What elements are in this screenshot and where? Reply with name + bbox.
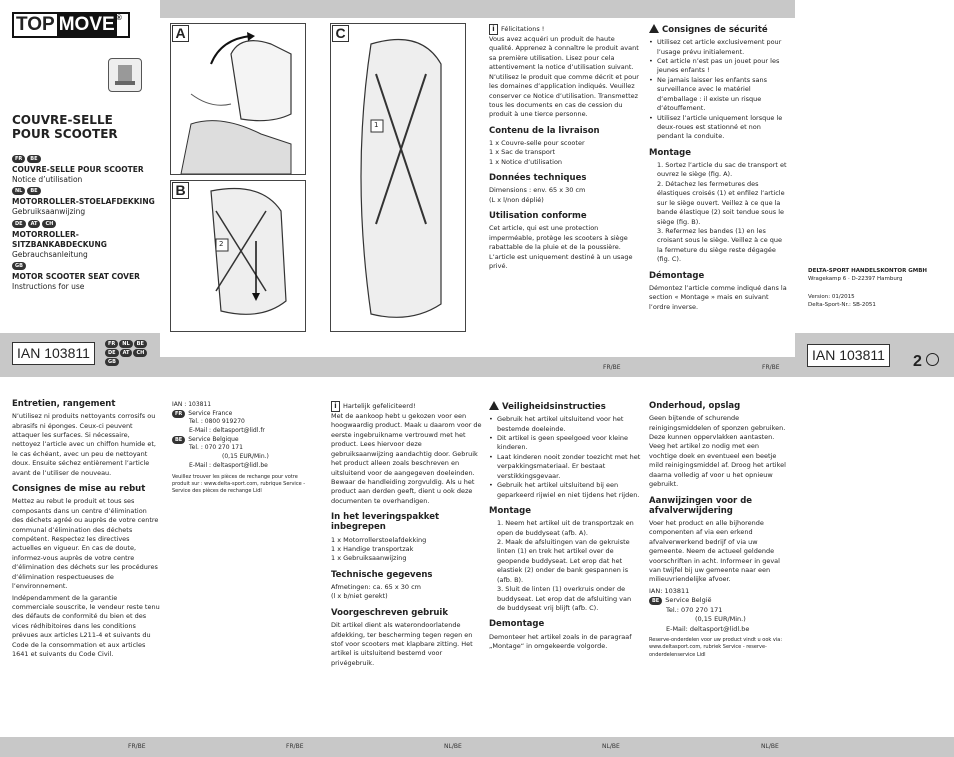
nl-onder-text: Geen bijtende of schurende reinigingsmiddelen of sponzen gebruiken. Deze kunnen oppervlakken aantasten. Veeg het artikel zo nodig met een vochtige doek en eventueel een beetje mild reinigingsmiddel af. Droog het artikel daarna volledig af voor u het opnieuw gebruikt. [649, 414, 786, 489]
fr-montage-step: 3. Refermez les bandes (1) en les croisant sous le siège. Veillez à ce que la fermeture du siège reste dégagée (fig. C). [657, 226, 783, 264]
company-version: Version: 01/2015 [808, 293, 855, 300]
fr-intro-column [489, 24, 641, 272]
brand-reg: ® [116, 15, 122, 22]
fr-secu-item: • Ne jamais laisser les enfants sans surveillance avec le matériel d’emballage : il existe un risque d’étouffement. [649, 76, 787, 114]
company-delta-nr: Delta-Sport-Nr.: SB-2051 [808, 301, 876, 308]
fr-entretien-heading: Entretien, rangement [12, 399, 116, 409]
company-column [808, 268, 948, 310]
item4-title: MOTOR SCOOTER SEAT COVER [12, 271, 140, 281]
fr-secu-column [649, 24, 787, 312]
item1-sub: Notice d’utilisation [12, 175, 83, 185]
figure-b-label: B [172, 182, 189, 199]
nl-veil-item: • Laat kinderen nooit zonder toezicht met het verpakkingsmateriaal. Er bestaat verstikkingsgevaar. [489, 453, 641, 481]
top-footer-1: FR/BE [603, 364, 621, 371]
item3-title: MOTORROLLER-SITZBANKABDECKUNG [12, 229, 107, 249]
fr-donnees-heading: Données techniques [489, 173, 587, 184]
fr-congrats: Félicitations ! [501, 24, 545, 33]
nl-voor-heading: Voorgeschreven gebruik [331, 607, 448, 618]
be-flag: BE [649, 597, 662, 605]
info-icon: i [489, 24, 498, 35]
fr-contenu-item: 1 x Couvre-selle pour scooter [489, 138, 585, 147]
fr-service-mail: E-Mail : deltasport@lidl.fr [189, 427, 265, 435]
fr-secu-item: • Cet article n’est pas un jouet pour les jeunes enfants ! [649, 57, 787, 76]
nl-intro-column [331, 401, 483, 668]
nl-demontage-text: Demonteer het artikel zoals in de paragraaf „Montage“ in omgekeerde volgorde. [489, 632, 632, 650]
warning-icon [649, 24, 659, 33]
brand-top: TOP [16, 14, 55, 35]
nl-onder-column [649, 401, 789, 659]
nl-montage-step: 2. Maak de afsluitingen van de gekruiste linten (1) en trek het artikel over de geopende buddyseat. Let erop dat het elastiek (2) onder de bank gespannen is (afb. B). [497, 538, 630, 584]
item3-sub: Gebrauchsanleitung [12, 249, 88, 259]
be-service-tel: Tel. : 070 270 171 [189, 444, 243, 452]
fr-montage-step: 1. Sortez l’article du sac de transport et ouvrez le siège (fig. A). [657, 161, 787, 179]
figure-c [330, 23, 466, 332]
top-bar-right [795, 0, 954, 18]
fr-contenu-heading: Contenu de la livraison [489, 125, 600, 136]
cover-title: COUVRE-SELLE POUR SCOOTER [12, 113, 118, 142]
bottom-footer-3: NL/BE [444, 743, 462, 750]
fr-intro-text: Vous avez acquéri un produit de haute qualité. Apprenez à connaître le produit avant sa première utilisation. Lisez pour cela attentivement la notice d’utilisation suivant. N’utilisez le produit que comme décrit et pour les domaines d’application indiqués. Veuillez conserver ce Notice d’utilisation. Transmettez tous les documents en cas de cession du produit à une tierce personne. [489, 35, 639, 119]
fr-mise-text-2: Indépendamment de la garantie commerciale souscrite, le vendeur reste tenu des défauts de conformité du bien et des vices rédhibitoires dans les conditions prévues aux articles L211-4 et suivants du Code de la consommation et aux articles 1641 et suivants du Code Civil. [12, 593, 160, 659]
cover-items [12, 153, 157, 292]
brand-logo [12, 12, 130, 38]
be-flag: BE [172, 436, 185, 444]
nl-be-price: (0,15 EUR/Min.) [695, 615, 746, 624]
bottom-footer-1: FR/BE [128, 743, 146, 750]
nl-lever-item: 1 x Motorrollerstoelafdekking [331, 535, 427, 544]
fr-donnees-item: Dimensions : env. 65 x 30 cm [489, 186, 586, 195]
nl-montage-step: 3. Sluit de linten (1) overkruis onder de buddyseat. Let erop dat de afsluiting van de buddyseat vrij blijft (afb. C). [497, 585, 632, 612]
figure-b [170, 180, 306, 332]
nl-lever-item: 1 x Gebruiksaanwijzing [331, 554, 407, 563]
bottom-footer-5: NL/BE [761, 743, 779, 750]
info-icon: i [331, 401, 340, 412]
fr-util-text: Cet article, qui est une protection imperméable, protège les scooters à siège rabattable de la pluie et de la poussière. L’article est uniquement destiné à un usage privé. [489, 224, 633, 271]
top-footer-2: FR/BE [762, 364, 780, 371]
nl-lever-heading: In het leveringspakket inbegrepen [331, 512, 440, 533]
fr-demontage-text: Démontez l’article comme indiqué dans la section « Montage » mais en suivant l’ordre inverse. [649, 283, 787, 311]
nl-veil-column [489, 401, 641, 651]
page-number: 2 [913, 353, 922, 370]
fr-flag: FR [172, 410, 185, 418]
fr-secu-item: • Utilisez l’article uniquement lorsque le deux-roues est stationné et non pendant la conduite. [649, 114, 787, 142]
fr-montage-step: 2. Détachez les fermetures des élastiques croisés (1) et enfilez l’article sur le siège ouvert. Veillez à ce que la bande élastique (2) soit tendue sous le siège (fig. B). [657, 179, 785, 226]
nl-be-tel: Tel.: 070 270 171 [666, 605, 723, 614]
nl-tech-heading: Technische gegevens [331, 569, 433, 580]
ian-flags: FR NL BE DE AT CH GB [105, 340, 153, 366]
be-service-name: Service Belgique [188, 435, 239, 443]
item2-sub: Gebruiksaanwijzing [12, 207, 86, 217]
nl-veil-item: • Gebruik het artikel uitsluitend bij een geparkeerd rijwiel en niet tijdens het rijden. [489, 481, 641, 500]
fr-contenu-item: 1 x Notice d’utilisation [489, 157, 563, 166]
page-circle-icon [926, 353, 939, 366]
fr-service-column [172, 401, 312, 495]
fr-service-tel: Tel. : 0800 919270 [189, 418, 245, 426]
nl-montage-step: 1. Neem het artikel uit de transportzak en open de buddyseat (afb. A). [497, 519, 634, 537]
fr-mise-text-1: Mettez au rebut le produit et tous ses composants dans un centre d’élimination des déchets agréé ou auprès de votre centre communal d’élimination des déchets compétent. Respectez les directives actuelles en vigueur. En cas de doute, informez-vous auprès de votre centre d’élimination des déchets sur les procédures d’élimination respectueuses de l’environnement. [12, 497, 159, 591]
fr-service-note: Veuillez trouver les pièces de rechange pour votre produit sur : www.delta-sport.com, rubrique Service - Service des pièces de rechange Lidl [172, 473, 306, 494]
nl-congrats: Hartelijk gefeliciteerd! [343, 401, 416, 410]
product-icon [108, 58, 142, 92]
nl-tech-item: Afmetingen: ca. 65 x 30 cm [331, 583, 421, 592]
flags-fr: FR BE [12, 155, 157, 163]
nl-afv-text: Voer het product en alle bijhorende componenten af via een erkend afvalverwerkend bedrijf of via uw gemeente. Neem de actueel geldende voorschriften in acht. Informeer in geval van twijfel bij uw gemeente naar een milieuvriendelijke afvoer. [649, 518, 780, 584]
fr-montage-heading: Montage [649, 147, 691, 158]
figure-b-num: 2 [219, 240, 224, 248]
company-ian: IAN 103811 [807, 344, 890, 367]
bottom-footer-4: NL/BE [602, 743, 620, 750]
company-address: Wragekamp 6 · D-22397 Hamburg [808, 275, 903, 282]
nl-veil-heading: Veiligheidsinstructies [502, 402, 606, 412]
fr-donnees-item: (L x l/non déplié) [489, 195, 544, 204]
warning-icon [489, 401, 499, 410]
company-name: DELTA-SPORT HANDELSKONTOR GMBH [808, 268, 928, 274]
fr-contenu-item: 1 x Sac de transport [489, 148, 556, 157]
item4-sub: Instructions for use [12, 282, 85, 291]
nl-onder-heading: Onderhoud, opslag [649, 401, 741, 411]
fr-mise-heading: Consignes de mise au rebut [12, 484, 146, 495]
nl-veil-item: • Gebruik het artikel uitsluitend voor het bestemde doeleinde. [489, 415, 641, 434]
fr-entretien-column [12, 399, 160, 662]
fr-util-heading: Utilisation conforme [489, 211, 587, 222]
item1-title: COUVRE-SELLE POUR SCOOTER [12, 165, 144, 174]
fr-entretien-text: N’utilisez ni produits nettoyants corrosifs ou abrasifs ni éponges. Ceux-ci peuvent attaquer les surfaces. Si nécessaire, nettoyez l’article avec un chiffon humide et, le cas échéant, avec un peu de nettoyant doux. Ensuite séchez entièrement l’article avant de l’utiliser de nouveau. [12, 412, 156, 477]
nl-veil-item: • Dit artikel is geen speelgoed voor kleine kinderen. [489, 434, 641, 453]
top-bar-left [160, 0, 795, 18]
nl-be-mail: E-Mail: deltasport@lidl.be [666, 624, 750, 633]
brand-move: MOVE [58, 14, 115, 35]
mid-band-right [160, 357, 795, 377]
nl-voor-text: Dit artikel dient als waterondoorlatende afdekking, ter bescherming tegen regen en stof voor scooters met klapbare zitting. Het artikel is uitsluitend bestemd voor privégebruik. [331, 621, 473, 667]
flags-nl: NL BE [12, 187, 157, 195]
figure-a-label: A [172, 25, 189, 42]
figure-c-label: C [332, 25, 349, 42]
figure-c-num: 1 [374, 121, 379, 129]
nl-be-name: Service België [665, 596, 712, 605]
flags-de: DE AT CH [12, 220, 157, 228]
fr-service-name: Service France [188, 409, 233, 417]
nl-montage-heading: Montage [489, 505, 531, 516]
nl-intro-text: Met de aankoop hebt u gekozen voor een hoogwaardig product. Maak u daarom voor de eerste ingebruikname vertrouwd met het product. Lees hiervoor deze gebruiksaanwijzing aandachtig door. Gebruik het product alleen zoals beschreven en uitsluitend voor de aangegeven doeleinden. Bewaar de handleiding zorgvuldig. Als u het product aan derden geeft, dient u ook deze documenten te overhandigen. [331, 412, 482, 505]
fr-service-ian: IAN : 103811 [172, 401, 212, 408]
nl-demontage-heading: Demontage [489, 619, 545, 630]
flags-gb: GB [12, 262, 157, 270]
fr-demontage-heading: Démontage [649, 270, 705, 281]
item2-title: MOTORROLLER-STOELAFDEKKING [12, 197, 155, 207]
fr-secu-item: • Utilisez cet article exclusivement pour l’usage prévu initialement. [649, 38, 787, 57]
nl-afv-heading: Aanwijzingen voor de afvalverwijdering [649, 495, 753, 516]
nl-ian: IAN: 103811 [649, 586, 690, 595]
be-service-mail: E-Mail : deltasport@lidl.be [189, 461, 268, 469]
figure-a [170, 23, 306, 175]
be-service-price: (0,15 EUR/Min.) [222, 453, 269, 461]
nl-lever-item: 1 x Handige transportzak [331, 545, 414, 554]
nl-service-note: Reserve-onderdelen voor uw product vindt u ook via: www.deltasport.com, rubriek Service - reserve-onderdelenservice Lidl [649, 637, 783, 658]
fr-secu-heading: Consignes de sécurité [662, 25, 768, 35]
nl-tech-item: (l x b/niet gerekt) [331, 592, 388, 601]
cover-ian: IAN 103811 [12, 342, 95, 365]
bottom-footer-2: FR/BE [286, 743, 304, 750]
